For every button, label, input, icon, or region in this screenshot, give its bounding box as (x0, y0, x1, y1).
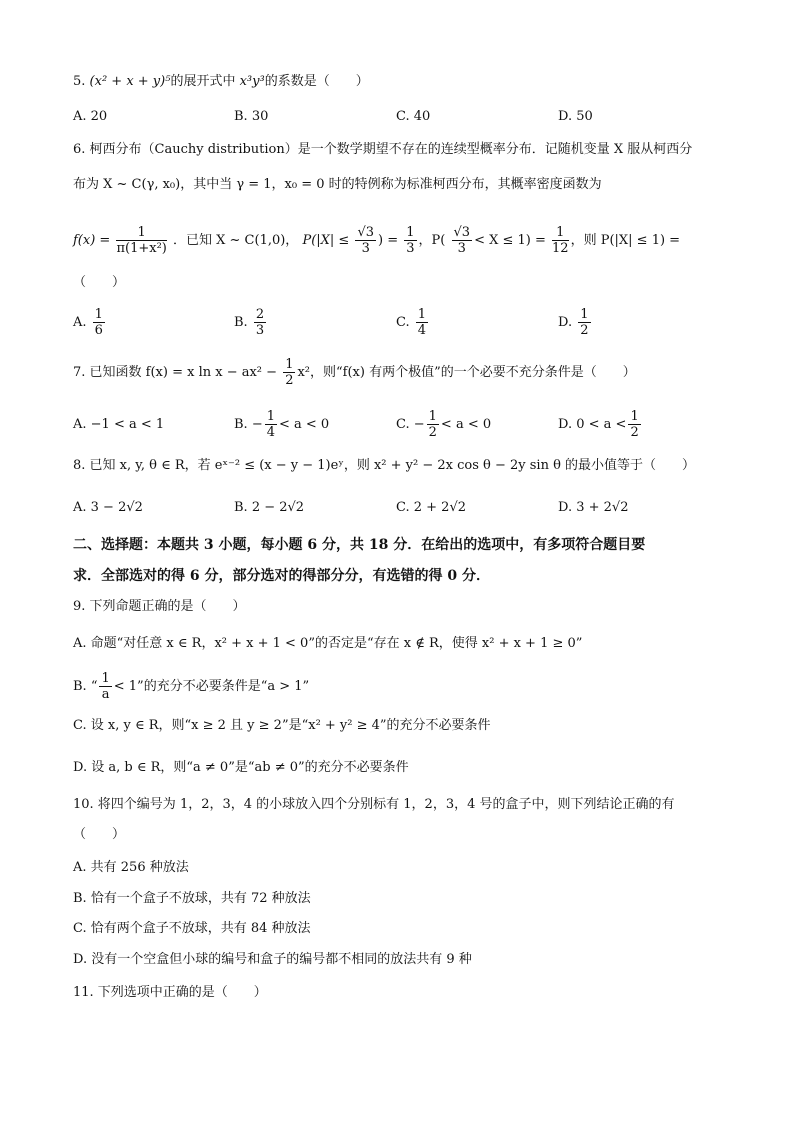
q6-option-c: C. $\frac{1}{4}$ (396, 307, 427, 338)
q6-p1-left: P(|X| ≤ (302, 233, 350, 248)
q6-p1-value: $\frac{1}{3}$ (406, 225, 415, 256)
q5-stem (73, 72, 369, 92)
q6-given: ．已知 X ~ C(1,0)， (173, 233, 299, 248)
q5-option-d: D. 50 (558, 109, 593, 124)
q7-option-a: A. −1 < a < 1 (73, 417, 165, 432)
q5-option-c: C. 40 (396, 109, 431, 124)
q9-stem: 9. 下列命题正确的是（ ） (73, 599, 246, 614)
section-2-heading-line-1: 二、选择题：本题共 3 小题，每小题 6 分，共 18 分．在给出的选项中，有多项符合题目要 (73, 537, 646, 553)
q10-stem-line-2: （ ） (73, 827, 126, 842)
q6-formula-line (73, 222, 680, 260)
q9-option-c: C. 设 x, y ∈ R，则“x ≥ 2 且 y ≥ 2”是“x² + y² ≥ 4”的充分不必要条件 (73, 718, 491, 733)
q6-ask: ，则 P(|X| ≤ 1) = (570, 233, 681, 248)
q8-option-a: A. 3 − 2√2 (73, 500, 143, 515)
q7-fraction: $\frac{1}{2}$ (285, 357, 294, 388)
q6-density-fraction: $\frac{1}{\text{π(1+x²)}}$ (116, 225, 167, 256)
q6-p2-fraction: $\frac{√3}{3}$ (453, 225, 471, 256)
q6-density-lhs: f(x) = (73, 233, 111, 248)
q8-option-c: C. 2 + 2√2 (396, 500, 467, 515)
q6-option-b: B. $\frac{2}{3}$ (234, 307, 265, 338)
q5-number: 5. (73, 74, 86, 89)
q6-paren: （ ） (73, 275, 126, 290)
q6-p2-value: $\frac{1}{12}$ (552, 225, 569, 256)
q7-option-b: B. − $\frac{1}{4}$ < a < 0 (234, 409, 330, 440)
q5-term: x³y³ (239, 74, 265, 89)
q6-p1-fraction: $\frac{√3}{3}$ (357, 225, 375, 256)
q6-option-a: A. $\frac{1}{6}$ (73, 307, 103, 338)
q11-stem: 11. 下列选项中正确的是（ ） (73, 985, 267, 1000)
q6-p2-left: ，P( (418, 233, 446, 248)
q6-line-1: 6. 柯西分布（Cauchy distribution）是一个数学期望不存在的连续型概率分布．记随机变量 X 服从柯西分 (73, 142, 693, 157)
q10-option-c: C. 恰有两个盒子不放球，共有 84 种放法 (73, 921, 311, 936)
q6-option-d: D. $\frac{1}{2}$ (558, 307, 589, 338)
q6-p2-right: < X ≤ 1) = (474, 233, 546, 248)
q8-stem: 8. 已知 x, y, θ ∈ R，若 eˣ⁻² ≤ (x − y − 1)eʸ，则 x² + y² − 2x cos θ − 2y sin θ 的最小值等于（ ） (73, 458, 696, 473)
q7-stem (73, 356, 636, 390)
q8-option-d: D. 3 + 2√2 (558, 500, 629, 515)
q7-option-c: C. − $\frac{1}{2}$ < a < 0 (396, 409, 492, 440)
q8-option-b: B. 2 − 2√2 (234, 500, 305, 515)
q10-option-b: B. 恰有一个盒子不放球，共有 72 种放法 (73, 891, 311, 906)
q7-option-d: D. 0 < a < $\frac{1}{2}$ (558, 409, 639, 440)
q5-option-b: B. 30 (234, 109, 269, 124)
q7-post: x²，则“f(x) 有两个极值”的一个必要不充分条件是（ ） (297, 365, 636, 380)
q10-option-d: D. 没有一个空盒但小球的编号和盒子的编号都不相同的放法共有 9 种 (73, 952, 472, 967)
q9-option-d: D. 设 a, b ∈ R，则“a ≠ 0”是“ab ≠ 0”的充分不必要条件 (73, 760, 409, 775)
q6-line-2: 布为 X ~ C(γ, x₀)，其中当 γ = 1，x₀ = 0 时的特例称为标准柯西分布，其概率密度函数为 (73, 177, 602, 192)
q10-stem-line-1: 10. 将四个编号为 1，2，3，4 的小球放入四个分别标有 1，2，3，4 号的盒子中，则下列结论正确的有 (73, 797, 675, 812)
q9-option-b: B. “ $\frac{1}{a}$ < 1”的充分不必要条件是“a > 1” (73, 671, 310, 702)
q6-p1-right: ) = (378, 233, 399, 248)
q5-option-a: A. 20 (73, 109, 108, 124)
q5-tail: 的系数是（ ） (264, 74, 369, 89)
q5-expression: (x² + x + y)⁵ (89, 74, 171, 89)
q5-text: 的展开式中 (170, 74, 236, 89)
q7-pre: 7. 已知函数 f(x) = x ln x − ax² − (73, 365, 278, 380)
q10-option-a: A. 共有 256 种放法 (73, 860, 189, 875)
section-2-heading-line-2: 求．全部选对的得 6 分，部分选对的得部分分，有选错的得 0 分． (73, 568, 490, 584)
q9-option-a: A. 命题“对任意 x ∈ R，x² + x + 1 < 0”的否定是“存在 x ∉ R，使得 x² + x + 1 ≥ 0” (73, 636, 583, 651)
